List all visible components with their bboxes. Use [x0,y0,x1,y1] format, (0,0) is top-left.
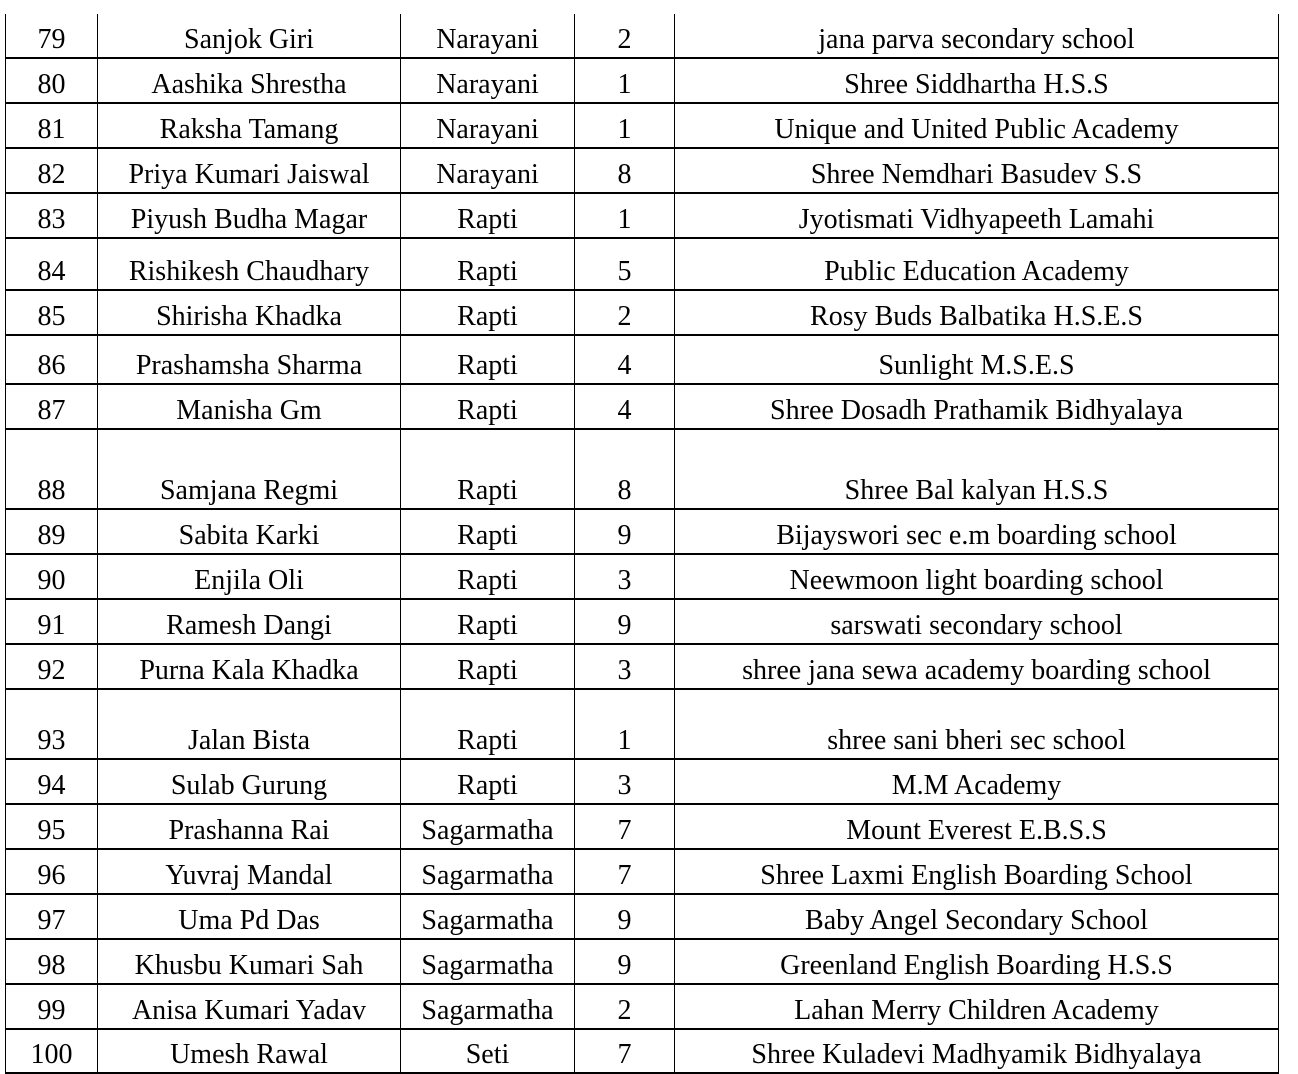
table-row [6,103,1279,148]
cell-student-name: Samjana Regmi [98,429,401,509]
cell-serial-number: 98 [6,939,98,984]
cell-student-name: Enjila Oli [98,554,401,599]
cell-serial-number: 92 [6,644,98,689]
table-row [6,689,1279,759]
cell-student-name: Prashanna Rai [98,804,401,849]
cell-student-name: Piyush Budha Magar [98,193,401,238]
cell-grade: 5 [575,238,675,290]
table-row [6,644,1279,689]
table-row [6,148,1279,193]
cell-school: shree jana sewa academy boarding school [675,644,1279,689]
cell-school: Jyotismati Vidhyapeeth Lamahi [675,193,1279,238]
cell-zone: Rapti [401,509,575,554]
cell-grade: 2 [575,14,675,58]
cell-zone: Narayani [401,148,575,193]
cell-grade: 2 [575,290,675,335]
cell-serial-number: 81 [6,103,98,148]
cell-serial-number: 83 [6,193,98,238]
cell-student-name: Aashika Shrestha [98,58,401,103]
cell-serial-number: 96 [6,849,98,894]
table-row [6,984,1279,1029]
cell-student-name: Rishikesh Chaudhary [98,238,401,290]
cell-zone: Rapti [401,759,575,804]
cell-serial-number: 79 [6,14,98,58]
cell-serial-number: 94 [6,759,98,804]
cell-grade: 1 [575,689,675,759]
table-row [6,335,1279,384]
cell-zone: Rapti [401,429,575,509]
cell-zone: Sagarmatha [401,894,575,939]
cell-serial-number: 86 [6,335,98,384]
cell-school: shree sani bheri sec school [675,689,1279,759]
cell-grade: 3 [575,644,675,689]
cell-student-name: Raksha Tamang [98,103,401,148]
cell-school: Rosy Buds Balbatika H.S.E.S [675,290,1279,335]
cell-student-name: Sanjok Giri [98,14,401,58]
cell-serial-number: 90 [6,554,98,599]
cell-school: Sunlight M.S.E.S [675,335,1279,384]
cell-grade: 1 [575,58,675,103]
cell-grade: 3 [575,759,675,804]
cell-grade: 2 [575,984,675,1029]
table-row [6,599,1279,644]
cell-school: Public Education Academy [675,238,1279,290]
cell-zone: Rapti [401,689,575,759]
cell-zone: Rapti [401,290,575,335]
table-row [6,14,1279,58]
cell-grade: 8 [575,148,675,193]
table-row [6,554,1279,599]
cell-grade: 1 [575,193,675,238]
cell-grade: 9 [575,894,675,939]
table-row [6,894,1279,939]
cell-zone: Rapti [401,384,575,429]
participants-table [5,14,1279,1074]
cell-serial-number: 82 [6,148,98,193]
cell-serial-number: 100 [6,1029,98,1073]
cell-student-name: Purna Kala Khadka [98,644,401,689]
cell-grade: 8 [575,429,675,509]
table-body [6,14,1279,1073]
cell-zone: Rapti [401,193,575,238]
table-row [6,509,1279,554]
cell-zone: Rapti [401,599,575,644]
cell-serial-number: 95 [6,804,98,849]
table-row [6,759,1279,804]
cell-serial-number: 91 [6,599,98,644]
table-row [6,849,1279,894]
cell-serial-number: 97 [6,894,98,939]
cell-grade: 4 [575,384,675,429]
cell-student-name: Prashamsha Sharma [98,335,401,384]
cell-school: Shree Kuladevi Madhyamik Bidhyalaya [675,1029,1279,1073]
cell-serial-number: 85 [6,290,98,335]
cell-zone: Rapti [401,238,575,290]
table-row [6,290,1279,335]
cell-serial-number: 88 [6,429,98,509]
table-row [6,193,1279,238]
cell-zone: Rapti [401,554,575,599]
table-row [6,58,1279,103]
cell-zone: Narayani [401,58,575,103]
cell-student-name: Khusbu Kumari Sah [98,939,401,984]
table-row [6,429,1279,509]
cell-school: Baby Angel Secondary School [675,894,1279,939]
cell-serial-number: 99 [6,984,98,1029]
cell-grade: 3 [575,554,675,599]
participants-table-container [5,14,1278,1074]
table-row [6,804,1279,849]
table-row [6,1029,1279,1073]
cell-student-name: Shirisha Khadka [98,290,401,335]
cell-grade: 9 [575,599,675,644]
cell-school: Lahan Merry Children Academy [675,984,1279,1029]
cell-student-name: Jalan Bista [98,689,401,759]
cell-student-name: Sulab Gurung [98,759,401,804]
table-row [6,384,1279,429]
cell-school: Greenland English Boarding H.S.S [675,939,1279,984]
cell-school: Shree Dosadh Prathamik Bidhyalaya [675,384,1279,429]
cell-school: Neewmoon light boarding school [675,554,1279,599]
cell-school: Shree Bal kalyan H.S.S [675,429,1279,509]
cell-student-name: Umesh Rawal [98,1029,401,1073]
cell-student-name: Yuvraj Mandal [98,849,401,894]
cell-school: Shree Nemdhari Basudev S.S [675,148,1279,193]
cell-zone: Sagarmatha [401,849,575,894]
cell-student-name: Ramesh Dangi [98,599,401,644]
cell-serial-number: 89 [6,509,98,554]
cell-grade: 7 [575,804,675,849]
cell-school: jana parva secondary school [675,14,1279,58]
table-row [6,939,1279,984]
cell-student-name: Uma Pd Das [98,894,401,939]
cell-serial-number: 84 [6,238,98,290]
cell-school: sarswati secondary school [675,599,1279,644]
cell-school: Mount Everest E.B.S.S [675,804,1279,849]
cell-school: M.M Academy [675,759,1279,804]
cell-student-name: Priya Kumari Jaiswal [98,148,401,193]
cell-grade: 7 [575,849,675,894]
cell-school: Shree Laxmi English Boarding School [675,849,1279,894]
cell-grade: 9 [575,509,675,554]
cell-grade: 4 [575,335,675,384]
cell-zone: Narayani [401,14,575,58]
cell-school: Bijayswori sec e.m boarding school [675,509,1279,554]
cell-student-name: Manisha Gm [98,384,401,429]
cell-zone: Sagarmatha [401,939,575,984]
cell-zone: Sagarmatha [401,984,575,1029]
cell-zone: Sagarmatha [401,804,575,849]
cell-grade: 7 [575,1029,675,1073]
table-row [6,238,1279,290]
cell-zone: Rapti [401,644,575,689]
cell-serial-number: 93 [6,689,98,759]
cell-zone: Seti [401,1029,575,1073]
cell-student-name: Anisa Kumari Yadav [98,984,401,1029]
cell-serial-number: 80 [6,58,98,103]
cell-school: Shree Siddhartha H.S.S [675,58,1279,103]
cell-grade: 1 [575,103,675,148]
cell-student-name: Sabita Karki [98,509,401,554]
cell-school: Unique and United Public Academy [675,103,1279,148]
cell-serial-number: 87 [6,384,98,429]
cell-zone: Narayani [401,103,575,148]
cell-zone: Rapti [401,335,575,384]
cell-grade: 9 [575,939,675,984]
